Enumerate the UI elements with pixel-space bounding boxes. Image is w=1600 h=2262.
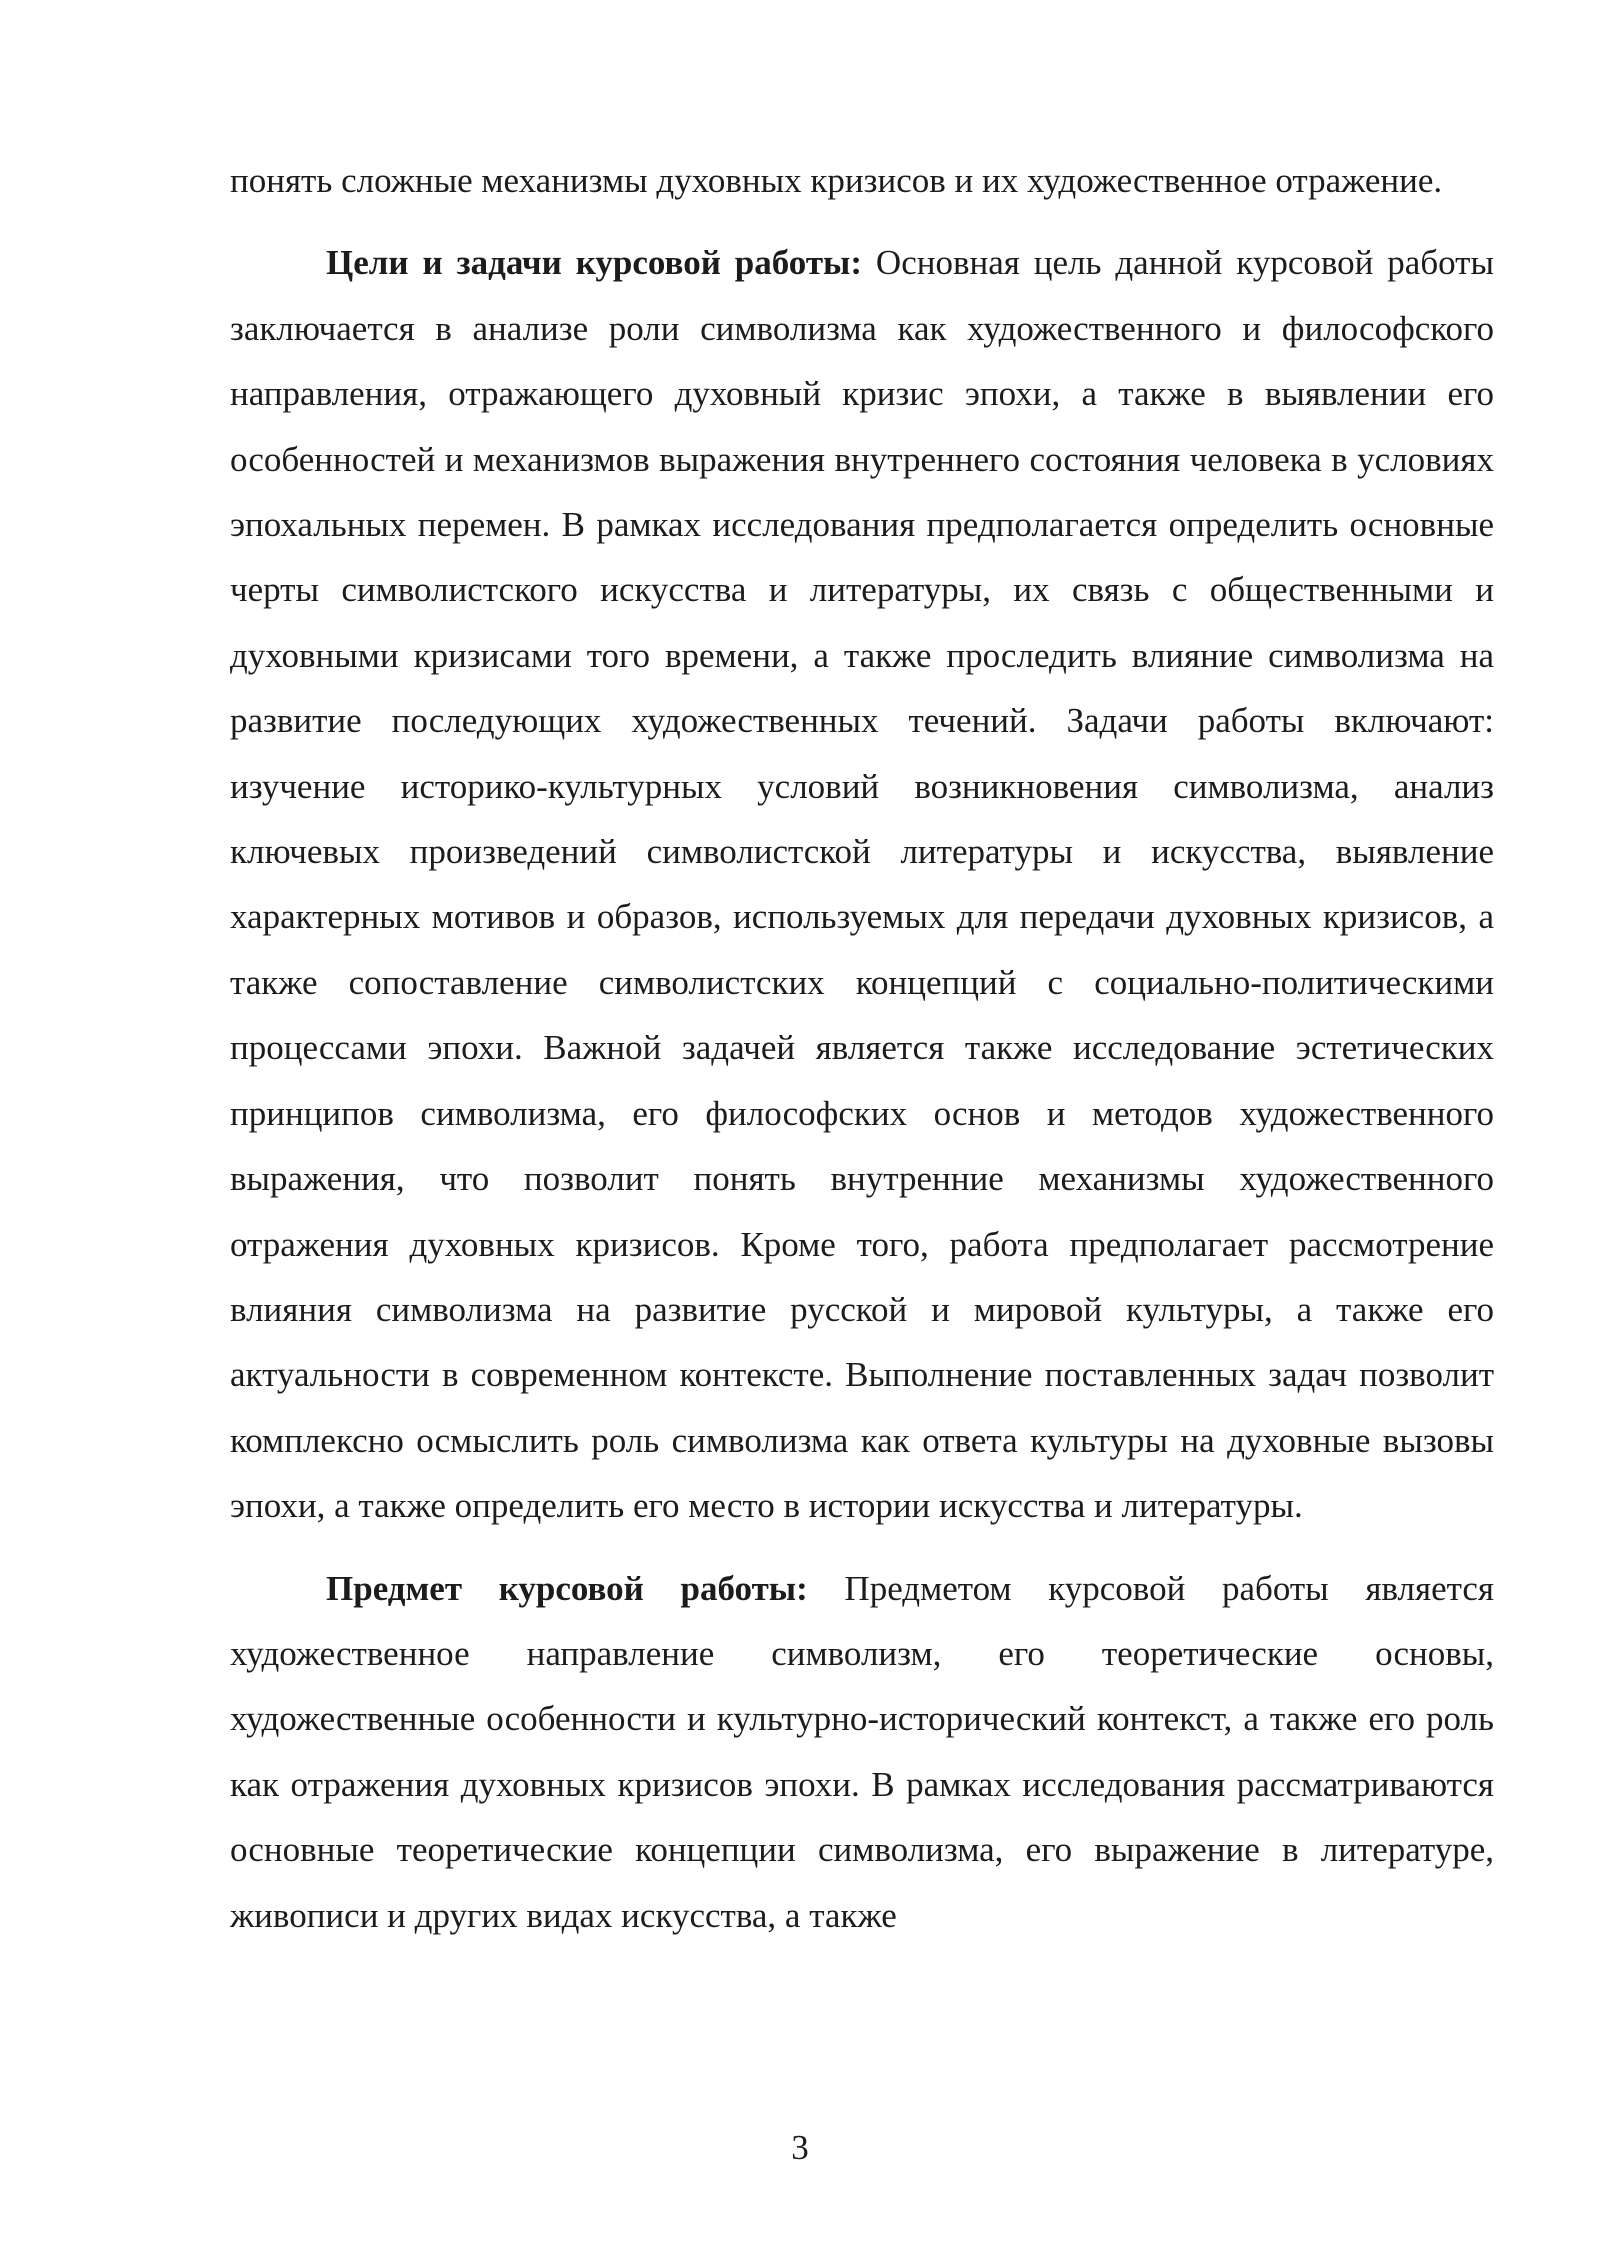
paragraph-heading: Цели и задачи курсовой работы:: [326, 243, 862, 283]
page-number: 3: [791, 2128, 809, 2167]
paragraph-subject: [230, 1556, 1494, 1948]
paragraph-goals: [230, 230, 1494, 1538]
paragraph-text: понять сложные механизмы духовных кризисов и их художественное отражение.: [230, 161, 1443, 200]
paragraph-continuation: [230, 148, 1494, 213]
paragraph-text: Основная цель данной курсовой работы заключается в анализе роли символизма как художественного и философского направления, отражающего духовный кризис эпохи, а также в выявлении его особенностей и механизмов выражения внутреннего состояния человека в условиях эпохальных перемен. В рамках исследования предполагается определить основные черты символистского искусства и литературы, их связь с общественными и духовными кризисами того времени, а также проследить влияние символизма на развитие последующих художественных течений. Задачи работы включают: изучение историко-культурных условий возникновения символизма, анализ ключевых произведений символистской литературы и искусства, выявление характерных мотивов и образов, используемых для передачи духовных кризисов, а также сопоставление символистских концепций с социально-политическими процессами эпохи. Важной задачей является также исследование эстетических принципов символизма, его философских основ и методов художественного выражения, что позволит понять внутренние механизмы художественного отражения духовных кризисов. Кроме того, работа предполагает рассмотрение влияния символизма на развитие русской и мировой культуры, а также его актуальности в современном контексте. Выполнение поставленных задач позволит комплексно осмыслить роль символизма как ответа культуры на духовные вызовы эпохи, а также определить его место в истории искусства и литературы.: [230, 243, 1494, 1526]
page-body: [230, 148, 1494, 1948]
paragraph-heading: Предмет курсовой работы:: [326, 1568, 808, 1608]
paragraph-text: Предметом курсовой работы является художественное направление символизм, его теоретические основы, художественные особенности и культурно-исторический контекст, а также его роль как отражения духовных кризисов эпохи. В рамках исследования рассматриваются основные теоретические концепции символизма, его выражение в литературе, живописи и других видах искусства, а также: [230, 1568, 1494, 1935]
